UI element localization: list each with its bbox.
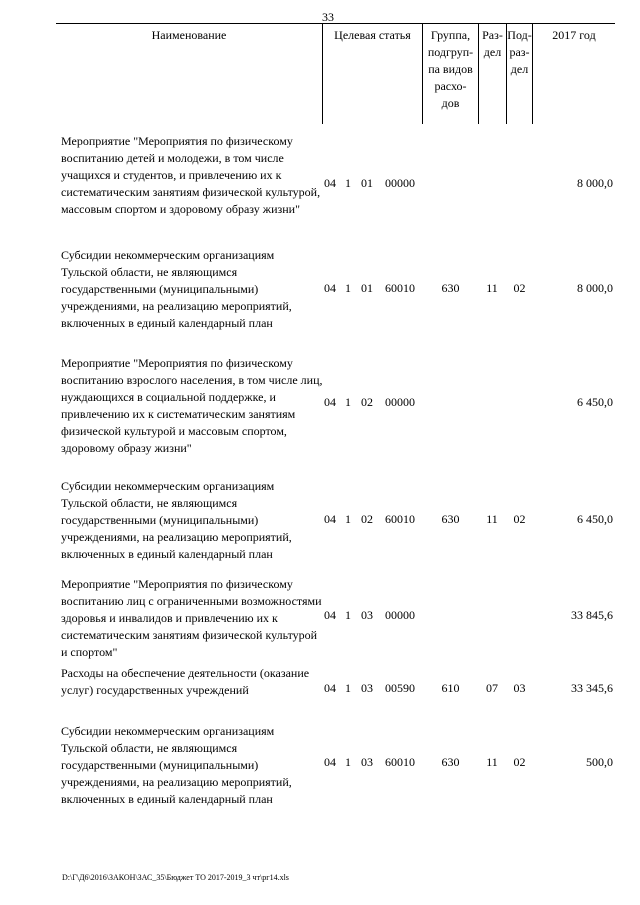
target-program: 04 [324,512,336,526]
header-podrazdel-line: дел [510,62,529,76]
podrazdel: 02 [513,281,526,295]
amount-2017: 33 845,6 [571,608,613,622]
header-podrazdel-line: Под- [507,28,532,42]
header-podrazdel-line: раз- [509,45,530,59]
amount-2017: 33 345,6 [571,681,613,695]
header-group-line: дов [441,96,460,110]
target-event: 02 [361,512,373,526]
target-direction: 00000 [385,176,415,190]
podrazdel: 02 [513,512,526,526]
header-year [533,24,615,124]
target-program: 04 [324,395,336,409]
row-name: Расходы на обеспечение деятельности (оказание услуг) государственных учреждений [61,666,310,697]
razdel: 11 [486,755,498,769]
podrazdel: 02 [513,755,526,769]
target-subprogram: 1 [345,608,351,622]
podrazdel: 03 [513,681,526,695]
file-path-footer: D:\Г\Д6\2016\ЗАКОН\ЗАС_35\Бюджет ТО 2017-2019_3 чт\рг14.xls [62,873,289,882]
header-group [423,24,478,124]
target-subprogram: 1 [345,395,351,409]
table-header [56,23,615,124]
target-direction: 60010 [385,512,415,526]
target-subprogram: 1 [345,512,351,526]
header-target [323,24,422,124]
target-direction: 60010 [385,281,415,295]
amount-2017: 500,0 [586,755,613,769]
target-program: 04 [324,608,336,622]
target-event: 02 [361,395,373,409]
target-subprogram: 1 [345,281,351,295]
target-event: 01 [361,281,373,295]
target-direction: 00000 [385,608,415,622]
target-direction: 00000 [385,395,415,409]
header-name [56,24,322,124]
razdel: 07 [486,681,498,695]
target-subprogram: 1 [345,176,351,190]
page-number: 33 [322,10,334,24]
expense-group: 630 [441,512,460,526]
header-group-line: па видов [428,62,473,76]
expense-group: 610 [441,681,460,695]
header-name-label: Наименование [151,28,227,42]
header-year-label: 2017 год [552,28,596,42]
row-name: Субсидии некоммерческим организациям Тульской области, не являющимся государственными (муниципальными) учреждениями, на реализацию мероприятий, включенных в единый календарный план [61,248,292,330]
header-group-line: подгруп- [427,45,474,59]
row-name: Мероприятие "Мероприятия по физическому воспитанию взрослого населения, в том числе лиц, нуждающихся в социальной поддержке, и привлечению их к систематическим занятиям физической культурой и массовым спортом, здоровому образу жизни" [61,356,323,455]
header-group-line: Группа, [430,28,471,42]
razdel: 11 [486,512,498,526]
target-event: 03 [361,608,373,622]
amount-2017: 8 000,0 [577,281,613,295]
header-target-label: Целевая статья [334,28,411,42]
target-event: 01 [361,176,373,190]
target-direction: 00590 [385,681,415,695]
header-podrazdel [507,24,532,124]
target-event: 03 [361,755,373,769]
expense-group: 630 [441,281,460,295]
amount-2017: 6 450,0 [577,395,613,409]
header-group-line: расхо- [434,79,467,93]
expense-group: 630 [441,755,460,769]
target-direction: 60010 [385,755,415,769]
row-name: Мероприятие "Мероприятия по физическому воспитанию детей и молодежи, в том числе учащихся и студентов, и привлечению их к систематическим занятиям физической культурой, массовым спортом и здоровому образу жизни" [61,134,321,216]
header-razdel-line: дел [483,45,502,59]
row-name: Мероприятие "Мероприятия по физическому воспитанию лиц с ограниченными возможностями здоровья и инвалидов и привлечению их к систематическим занятиям физической культурой и спортом" [61,577,322,659]
row-name: Субсидии некоммерческим организациям Тульской области, не являющимся государственными (муниципальными) учреждениями, на реализацию мероприятий, включенных в единый календарный план [61,724,292,806]
target-program: 04 [324,755,336,769]
target-program: 04 [324,281,336,295]
row-name: Субсидии некоммерческим организациям Тульской области, не являющимся государственными (муниципальными) учреждениями, на реализацию мероприятий, включенных в единый календарный план [61,479,292,561]
header-razdel [479,24,506,124]
razdel: 11 [486,281,498,295]
amount-2017: 6 450,0 [577,512,613,526]
target-subprogram: 1 [345,755,351,769]
target-program: 04 [324,176,336,190]
header-razdel-line: Раз- [482,28,503,42]
target-event: 03 [361,681,373,695]
target-program: 04 [324,681,336,695]
target-subprogram: 1 [345,681,351,695]
amount-2017: 8 000,0 [577,176,613,190]
